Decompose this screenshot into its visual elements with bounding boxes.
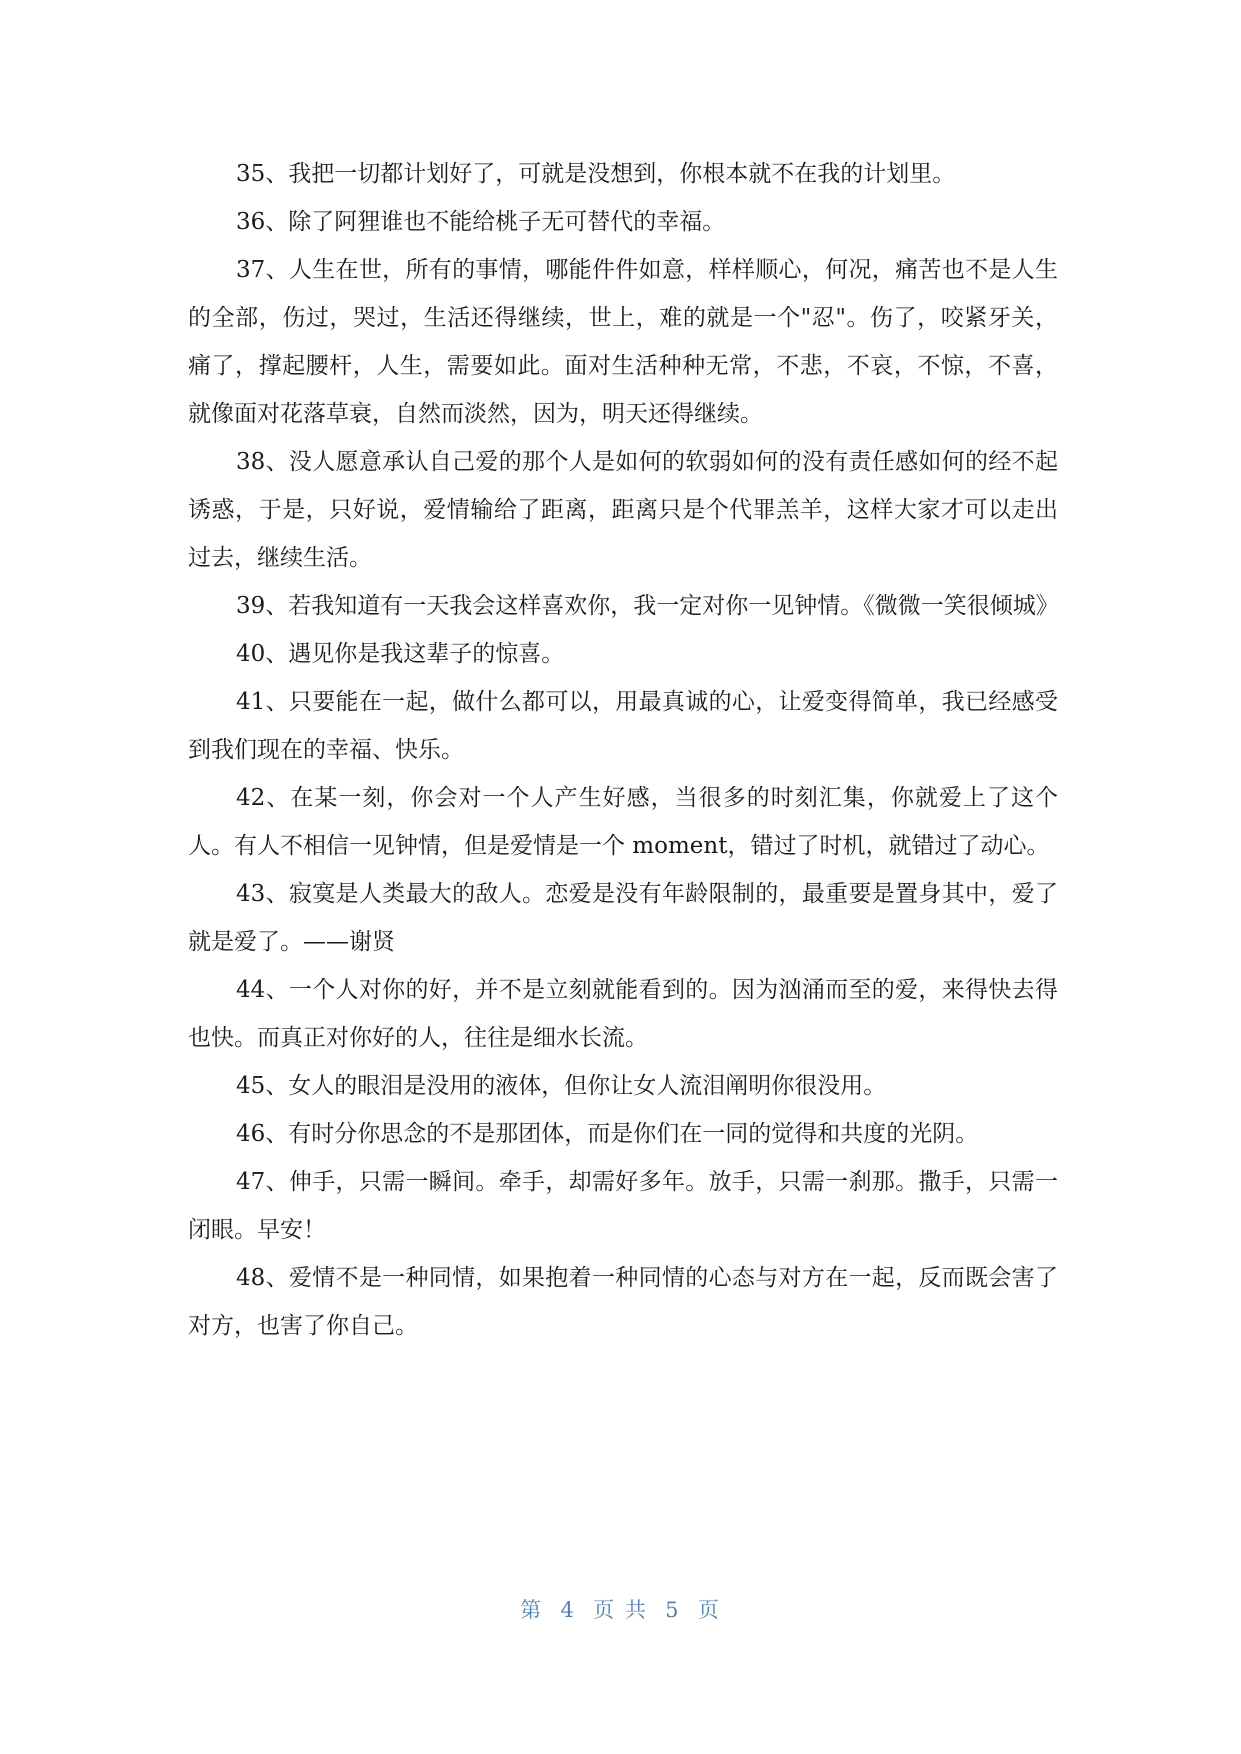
document-body: [188, 150, 1058, 1350]
paragraph-46: 46、有时分你思念的不是那团体，而是你们在一同的觉得和共度的光阴。: [236, 1121, 979, 1147]
paragraph-45: 45、女人的眼泪是没用的液体，但你让女人流泪阐明你很没用。: [236, 1073, 887, 1099]
paragraph-48: 48、爱情不是一种同情，如果抱着一种同情的心态与对方在一起，反而既会害了对方，也害了你自己。: [188, 1265, 1058, 1339]
paragraph-36: 36、除了阿狸谁也不能给桃子无可替代的幸福。: [236, 209, 726, 235]
paragraph-47: 47、伸手，只需一瞬间。牵手，却需好多年。放手，只需一刹那。撒手，只需一闭眼。早安！: [188, 1169, 1058, 1243]
paragraph-43: 43、寂寞是人类最大的敌人。恋爱是没有年龄限制的，最重要是置身其中，爱了就是爱了。——谢贤: [188, 881, 1058, 955]
paragraph-41: 41、只要能在一起，做什么都可以，用最真诚的心，让爱变得简单，我已经感受到我们现在的幸福、快乐。: [188, 689, 1058, 763]
paragraph-44: 44、一个人对你的好，并不是立刻就能看到的。因为汹涌而至的爱，来得快去得也快。而真正对你好的人，往往是细水长流。: [188, 977, 1058, 1051]
paragraph-38: 38、没人愿意承认自己爱的那个人是如何的软弱如何的没有责任感如何的经不起诱惑，于是，只好说，爱情输给了距离，距离只是个代罪羔羊，这样大家才可以走出过去，继续生活。: [188, 449, 1058, 571]
paragraph-35: 35、我把一切都计划好了，可就是没想到，你根本就不在我的计划里。: [236, 161, 956, 187]
paragraph-42: 42、在某一刻，你会对一个人产生好感，当很多的时刻汇集，你就爱上了这个人。有人不相信一见钟情，但是爱情是一个 moment，错过了时机，就错过了动心。: [188, 785, 1058, 859]
paragraph-39: 39、若我知道有一天我会这样喜欢你，我一定对你一见钟情。《微微一笑很倾城》: [236, 593, 1059, 619]
paragraph-37: 37、人生在世，所有的事情，哪能件件如意，样样顺心，何况，痛苦也不是人生的全部，伤过，哭过，生活还得继续，世上，难的就是一个"忍"。伤了，咬紧牙关，痛了，撑起腰杆，人生，需要如此。面对生活种种无常，不悲，不哀，不惊，不喜，就像面对花落草衰，自然而淡然，因为，明天还得继续。: [188, 257, 1058, 427]
paragraph-40: 40、遇见你是我这辈子的惊喜。: [236, 641, 565, 667]
page-number-footer: 第 4 页 共 5 页: [520, 1598, 721, 1622]
